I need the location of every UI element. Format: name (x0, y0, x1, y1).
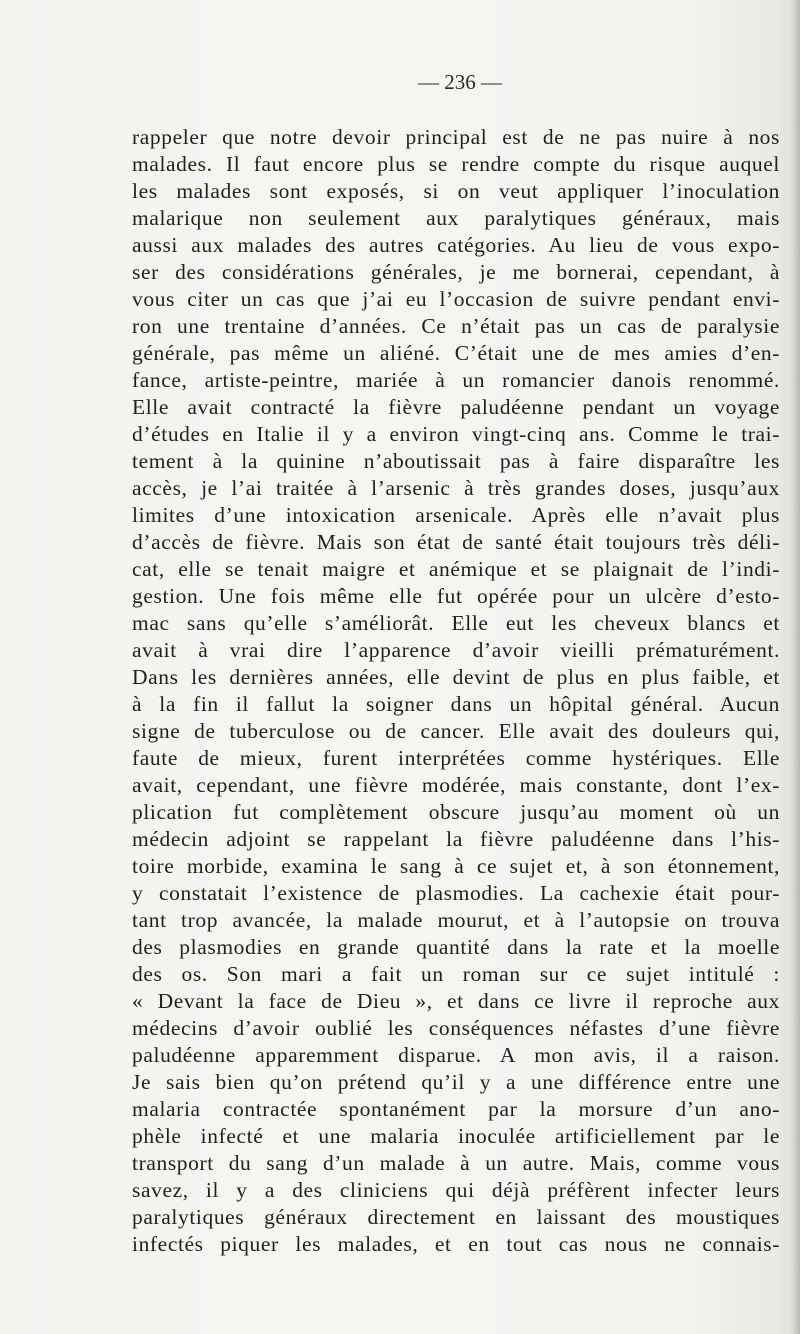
text-line: aussi aux malades des autres catégories. Au lieu de vous expo- (132, 233, 780, 257)
text-line: médecins d’avoir oublié les conséquences néfastes d’une fièvre (132, 1016, 780, 1040)
text-line: des plasmodies en grande quantité dans la rate et la moelle (132, 935, 780, 959)
body-text (132, 124, 780, 1258)
text-line: vous citer un cas que j’ai eu l’occasion de suivre pendant envi- (132, 287, 780, 311)
text-line: paralytiques généraux directement en laissant des moustiques (132, 1205, 780, 1229)
text-line: transport du sang d’un malade à un autre. Mais, comme vous (132, 1151, 780, 1175)
text-line: fance, artiste-peintre, mariée à un romancier danois renommé. (132, 368, 780, 392)
text-line: les malades sont exposés, si on veut appliquer l’inoculation (132, 179, 780, 203)
text-line: signe de tuberculose ou de cancer. Elle avait des douleurs qui, (132, 719, 780, 743)
text-line: limites d’une intoxication arsenicale. Après elle n’avait plus (132, 503, 780, 527)
text-line: Elle avait contracté la fièvre paludéenne pendant un voyage (132, 395, 780, 419)
text-line: ron une trentaine d’années. Ce n’était pas un cas de paralysie (132, 314, 780, 338)
text-line: d’accès de fièvre. Mais son état de santé était toujours très déli- (132, 530, 780, 554)
text-line: Dans les dernières années, elle devint de plus en plus faible, et (132, 665, 780, 689)
text-line: « Devant la face de Dieu », et dans ce livre il reproche aux (132, 989, 780, 1013)
text-line: des os. Son mari a fait un roman sur ce sujet intitulé : (132, 962, 780, 986)
text-line: savez, il y a des cliniciens qui déjà préfèrent infecter leurs (132, 1178, 780, 1202)
text-line: rappeler que notre devoir principal est de ne pas nuire à nos (132, 125, 780, 149)
text-line: toire morbide, examina le sang à ce sujet et, à son étonnement, (132, 854, 780, 878)
text-line: plication fut complètement obscure jusqu’au moment où un (132, 800, 780, 824)
text-line: avait à vrai dire l’apparence d’avoir vieilli prématurément. (132, 638, 780, 662)
page-edge-shadow (790, 0, 800, 1334)
text-line: avait, cependant, une fièvre modérée, mais constante, dont l’ex- (132, 773, 780, 797)
text-line: accès, je l’ai traitée à l’arsenic à très grandes doses, jusqu’aux (132, 476, 780, 500)
text-line: malaria contractée spontanément par la morsure d’un ano- (132, 1097, 780, 1121)
text-line: tement à la quinine n’aboutissait pas à faire disparaître les (132, 449, 780, 473)
text-line: médecin adjoint se rappelant la fièvre paludéenne dans l’his- (132, 827, 780, 851)
text-line: tant trop avancée, la malade mourut, et à l’autopsie on trouva (132, 908, 780, 932)
text-line: gestion. Une fois même elle fut opérée pour un ulcère d’esto- (132, 584, 780, 608)
text-line: ser des considérations générales, je me bornerai, cependant, à (132, 260, 780, 284)
text-line: malades. Il faut encore plus se rendre compte du risque auquel (132, 152, 780, 176)
text-line: y constatait l’existence de plasmodies. La cachexie était pour- (132, 881, 780, 905)
text-line: générale, pas même un aliéné. C’était une de mes amies d’en- (132, 341, 780, 365)
page-number: — 236 — (418, 70, 502, 94)
text-line: mac sans qu’elle s’améliorât. Elle eut les cheveux blancs et (132, 611, 780, 635)
text-line: Je sais bien qu’on prétend qu’il y a une différence entre une (132, 1070, 780, 1094)
text-line: infectés piquer les malades, et en tout cas nous ne connais- (132, 1232, 780, 1256)
text-line: d’études en Italie il y a environ vingt-cinq ans. Comme le trai- (132, 422, 780, 446)
text-line: cat, elle se tenait maigre et anémique et se plaignait de l’indi- (132, 557, 780, 581)
text-line: phèle infecté et une malaria inoculée artificiellement par le (132, 1124, 780, 1148)
text-line: faute de mieux, furent interprétées comme hystériques. Elle (132, 746, 780, 770)
text-line: à la fin il fallut la soigner dans un hôpital général. Aucun (132, 692, 780, 716)
text-line: paludéenne apparemment disparue. A mon avis, il a raison. (132, 1043, 780, 1067)
text-line: malarique non seulement aux paralytiques généraux, mais (132, 206, 780, 230)
